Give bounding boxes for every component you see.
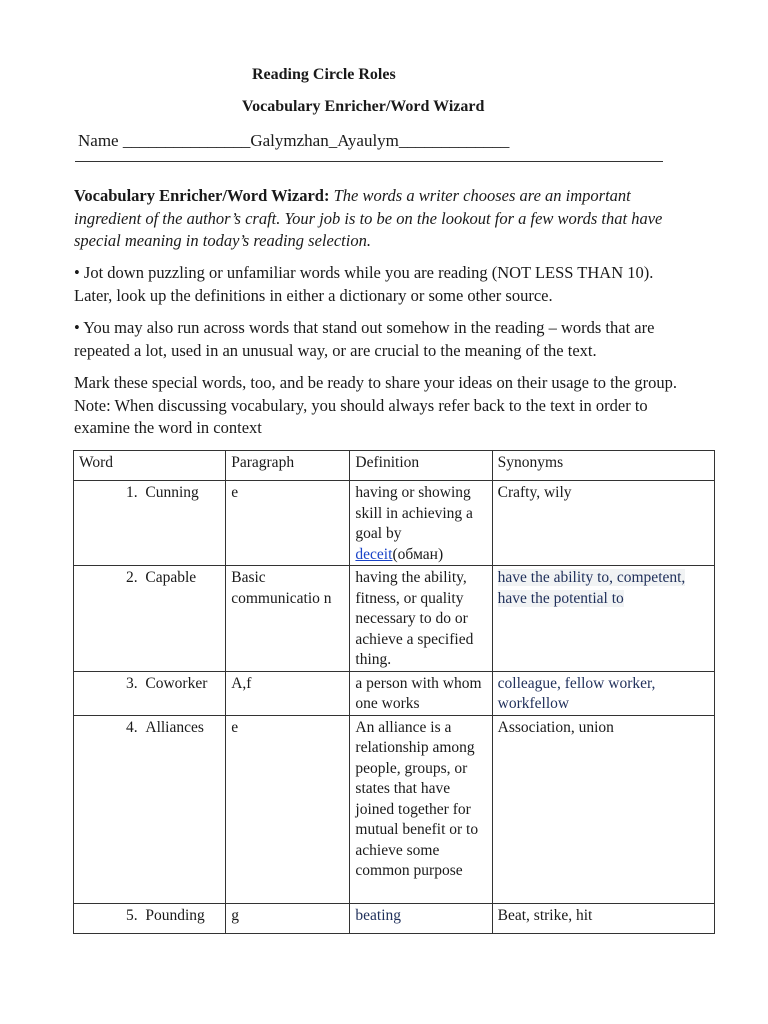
paragraph-cell: g [226,903,350,933]
intro-paragraph [74,185,694,253]
word-cell: 1. Cunning [74,481,226,566]
table-row [74,903,715,933]
deceit-link[interactable]: deceit [355,545,393,563]
word-cell: 3. Coworker [74,671,226,715]
table-row [74,481,715,566]
header-word: Word [74,451,226,481]
synonyms-cell: Crafty, wily [492,481,714,566]
context-note: Mark these special words, too, and be ready to share your ideas on their usage to the group. Note: When discussing vocabulary, you should always refer back to the text in order to examine the word in context [74,373,677,437]
paragraph-cell: Basic communicatio n [226,566,350,672]
header-paragraph: Paragraph [226,451,350,481]
synonyms-cell: Association, union [492,715,714,903]
paragraph-cell: A,f [226,671,350,715]
header-synonyms: Synonyms [492,451,714,481]
bullet-jot-down: • Jot down puzzling or unfamiliar words while you are reading (NOT LESS THAN 10). Later, look up the definitions in either a dictionary or some other source. [74,263,654,305]
page-subtitle: Vocabulary Enricher/Word Wizard [242,98,485,115]
word-cell: 4. Alliances [74,715,226,903]
word-cell: 5. Pounding [74,903,226,933]
table-row [74,715,715,903]
intro-italic-text: The words a writer chooses are an important ingredient of the author’s craft. Your job is to be on the lookout for a few words that have special meaning in today’s reading selection. [74,186,663,250]
table-row [74,671,715,715]
word-cell: 2. Capable [74,566,226,672]
vocabulary-table [73,450,715,934]
paragraph-cell: e [226,715,350,903]
definition-cell: a person with whom one works [350,671,492,715]
table-row [74,566,715,672]
page-title: Reading Circle Roles [252,66,396,83]
horizontal-rule [75,161,663,162]
definition-cell: beating [350,903,492,933]
definition-cell: having or showing skill in achieving a goal by deceit(обман) [350,481,492,566]
definition-cell: having the ability, fitness, or quality necessary to do or achieve a specified thing. [350,566,492,672]
header-definition: Definition [350,451,492,481]
synonyms-cell: have the ability to, competent, have the potential to [492,566,714,672]
definition-cell: An alliance is a relationship among people, groups, or states that have joined together for mutual benefit or to achieve some common purpose [350,715,492,903]
student-name-line: Name _______________Galymzhan_Ayaulym_____________ [78,131,510,150]
synonyms-cell: colleague, fellow worker, workfellow [492,671,714,715]
table-header-row [74,451,715,481]
intro-lead: Vocabulary Enricher/Word Wizard: [74,186,330,205]
bullet-stand-out: • You may also run across words that stand out somehow in the reading – words that are repeated a lot, used in an unusual way, or are crucial to the meaning of the text. [74,318,655,360]
paragraph-cell: e [226,481,350,566]
synonyms-cell: Beat, strike, hit [492,903,714,933]
